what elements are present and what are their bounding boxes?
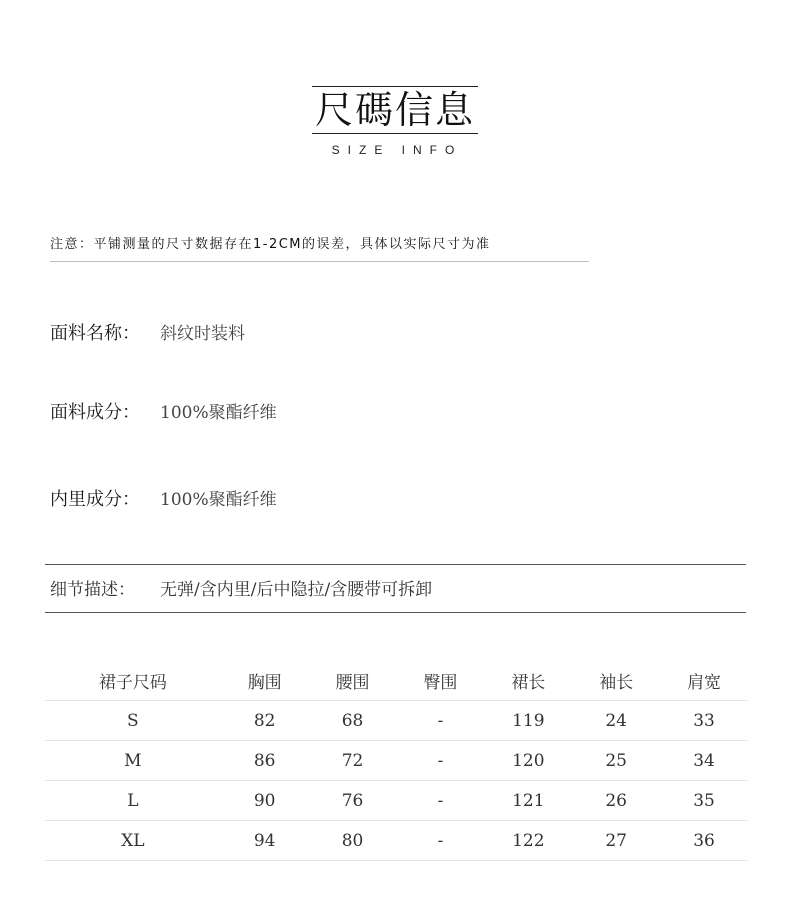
table-cell: 86	[221, 741, 309, 781]
table-cell: -	[397, 821, 485, 861]
header-cell: 裙长	[484, 660, 572, 701]
table-cell: 90	[221, 781, 309, 821]
detail-bottom-rule	[45, 612, 746, 613]
table-cell: 76	[309, 781, 397, 821]
page-title: 尺碼信息	[314, 88, 475, 132]
detail-top-rule	[45, 564, 746, 565]
lining-composition-label: 内里成分：	[50, 489, 140, 510]
table-cell: 27	[572, 821, 660, 861]
table-cell: 80	[309, 821, 397, 861]
fabric-composition-row	[50, 400, 277, 426]
table-cell: 82	[221, 701, 309, 741]
lining-composition-value: 100%聚酯纤维	[160, 490, 277, 510]
table-cell: 35	[660, 781, 748, 821]
table-row	[45, 741, 748, 781]
table-cell: S	[45, 701, 221, 741]
table-cell: 36	[660, 821, 748, 861]
table-cell: 26	[572, 781, 660, 821]
page-subtitle: SIZE INFO	[331, 143, 463, 157]
header-cell: 袖长	[572, 660, 660, 701]
size-info-title	[312, 86, 478, 134]
table-cell: 119	[484, 701, 572, 741]
table-cell: M	[45, 741, 221, 781]
lining-composition-row	[50, 487, 277, 513]
table-cell: 33	[660, 701, 748, 741]
table-row	[45, 781, 748, 821]
header-cell: 裙子尺码	[45, 660, 221, 701]
detail-row	[50, 577, 432, 603]
detail-label: 细节描述：	[50, 580, 135, 600]
size-table-header-row	[45, 660, 748, 701]
fabric-name-value: 斜纹时装料	[160, 324, 245, 344]
header-cell: 胸围	[221, 660, 309, 701]
table-cell: 121	[484, 781, 572, 821]
table-cell: L	[45, 781, 221, 821]
table-cell: 68	[309, 701, 397, 741]
table-cell: 94	[221, 821, 309, 861]
header-cell: 肩宽	[660, 660, 748, 701]
detail-value: 无弹/含内里/后中隐拉/含腰带可拆卸	[160, 580, 433, 600]
table-cell: 34	[660, 741, 748, 781]
table-row	[45, 701, 748, 741]
table-cell: 72	[309, 741, 397, 781]
table-cell: 122	[484, 821, 572, 861]
table-row	[45, 821, 748, 861]
table-cell: 120	[484, 741, 572, 781]
notice-divider	[50, 261, 589, 262]
table-cell: -	[397, 741, 485, 781]
fabric-composition-value: 100%聚酯纤维	[160, 403, 277, 423]
table-cell: -	[397, 781, 485, 821]
title-bottom-rule	[312, 133, 478, 134]
table-cell: XL	[45, 821, 221, 861]
header-cell: 臀围	[397, 660, 485, 701]
table-cell: 25	[572, 741, 660, 781]
fabric-name-row	[50, 321, 245, 347]
size-table	[45, 660, 748, 861]
header-cell: 腰围	[309, 660, 397, 701]
measurement-notice: 注意：平铺测量的尺寸数据存在1-2CM的误差，具体以实际尺寸为准	[50, 237, 491, 252]
fabric-name-label: 面料名称：	[50, 323, 140, 344]
table-cell: -	[397, 701, 485, 741]
table-cell: 24	[572, 701, 660, 741]
fabric-composition-label: 面料成分：	[50, 402, 140, 423]
